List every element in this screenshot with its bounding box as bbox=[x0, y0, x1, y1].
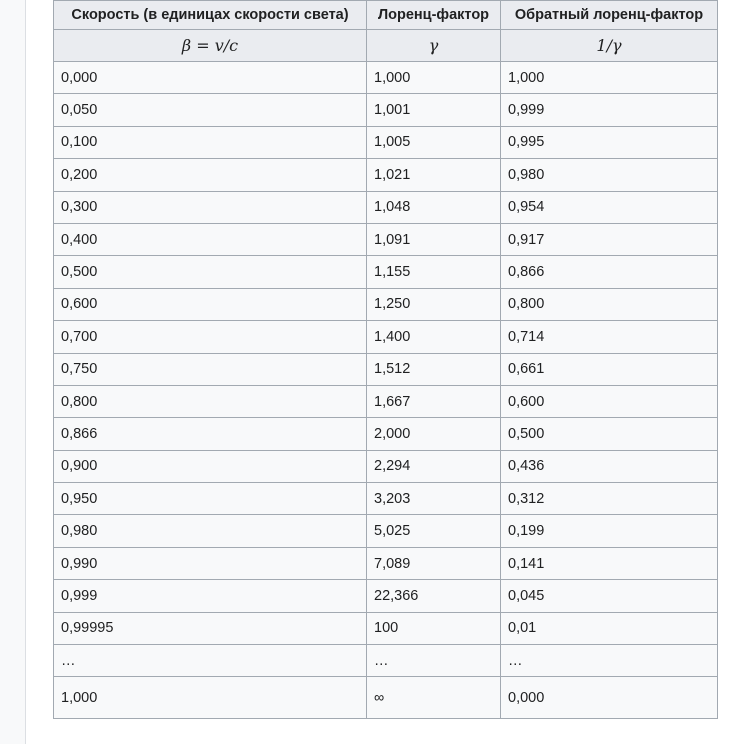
cell-lorentz-factor: 1,021 bbox=[367, 159, 501, 191]
table-row bbox=[54, 483, 718, 515]
cell-lorentz-factor: … bbox=[367, 645, 501, 677]
cell-inverse-lorentz-factor: 0,500 bbox=[501, 418, 718, 450]
table-row bbox=[54, 547, 718, 579]
cell-inverse-lorentz-factor: 0,995 bbox=[501, 126, 718, 158]
table-row bbox=[54, 94, 718, 126]
cell-lorentz-factor: 7,089 bbox=[367, 547, 501, 579]
table-row bbox=[54, 645, 718, 677]
cell-lorentz-factor: 22,366 bbox=[367, 580, 501, 612]
cell-inverse-lorentz-factor: 0,199 bbox=[501, 515, 718, 547]
table-row bbox=[54, 515, 718, 547]
cell-speed: 0,750 bbox=[54, 353, 367, 385]
cell-inverse-lorentz-factor: 1,000 bbox=[501, 62, 718, 94]
table-row bbox=[54, 126, 718, 158]
cell-inverse-lorentz-factor: 0,800 bbox=[501, 288, 718, 320]
table-row bbox=[54, 223, 718, 255]
table-row bbox=[54, 191, 718, 223]
cell-lorentz-factor: 2,000 bbox=[367, 418, 501, 450]
table-row bbox=[54, 256, 718, 288]
cell-inverse-lorentz-factor: 0,312 bbox=[501, 483, 718, 515]
cell-lorentz-factor: 2,294 bbox=[367, 450, 501, 482]
cell-speed: 0,999 bbox=[54, 580, 367, 612]
cell-inverse-lorentz-factor: 0,600 bbox=[501, 385, 718, 417]
table-row bbox=[54, 385, 718, 417]
cell-speed: 0,800 bbox=[54, 385, 367, 417]
cell-inverse-lorentz-factor: 0,999 bbox=[501, 94, 718, 126]
cell-lorentz-factor: 1,048 bbox=[367, 191, 501, 223]
cell-lorentz-factor: 1,091 bbox=[367, 223, 501, 255]
cell-inverse-lorentz-factor: 0,954 bbox=[501, 191, 718, 223]
cell-lorentz-factor: 5,025 bbox=[367, 515, 501, 547]
sidebar-strip bbox=[0, 0, 26, 744]
table-row bbox=[54, 580, 718, 612]
table-row bbox=[54, 677, 718, 719]
cell-inverse-lorentz-factor: 0,714 bbox=[501, 321, 718, 353]
cell-speed: 0,300 bbox=[54, 191, 367, 223]
header-row bbox=[54, 1, 718, 30]
cell-speed: 0,950 bbox=[54, 483, 367, 515]
table-row bbox=[54, 418, 718, 450]
cell-inverse-lorentz-factor: 0,045 bbox=[501, 580, 718, 612]
table-row bbox=[54, 288, 718, 320]
formula-gamma: γ bbox=[367, 30, 501, 62]
cell-lorentz-factor: 1,512 bbox=[367, 353, 501, 385]
table-row bbox=[54, 612, 718, 644]
cell-speed: 0,99995 bbox=[54, 612, 367, 644]
cell-speed: 0,200 bbox=[54, 159, 367, 191]
cell-speed: 1,000 bbox=[54, 677, 367, 719]
cell-speed: 0,990 bbox=[54, 547, 367, 579]
table-row bbox=[54, 450, 718, 482]
cell-speed: 0,866 bbox=[54, 418, 367, 450]
header-speed: Скорость (в единицах скорости света) bbox=[54, 1, 367, 30]
header-inverse-lorentz-factor: Обратный лоренц-фактор bbox=[501, 1, 718, 30]
cell-inverse-lorentz-factor: 0,980 bbox=[501, 159, 718, 191]
cell-speed: 0,700 bbox=[54, 321, 367, 353]
cell-speed: 0,100 bbox=[54, 126, 367, 158]
header-lorentz-factor: Лоренц-фактор bbox=[367, 1, 501, 30]
cell-speed: 0,050 bbox=[54, 94, 367, 126]
cell-speed: 0,980 bbox=[54, 515, 367, 547]
cell-lorentz-factor: 1,400 bbox=[367, 321, 501, 353]
cell-inverse-lorentz-factor: 0,917 bbox=[501, 223, 718, 255]
cell-lorentz-factor: 1,000 bbox=[367, 62, 501, 94]
cell-speed: 0,600 bbox=[54, 288, 367, 320]
formula-row bbox=[54, 30, 718, 62]
cell-lorentz-factor: 1,005 bbox=[367, 126, 501, 158]
cell-lorentz-factor: 1,667 bbox=[367, 385, 501, 417]
formula-beta: β = v/c bbox=[54, 30, 367, 62]
cell-lorentz-factor: 100 bbox=[367, 612, 501, 644]
cell-lorentz-factor: 1,001 bbox=[367, 94, 501, 126]
cell-speed: … bbox=[54, 645, 367, 677]
table-body bbox=[54, 62, 718, 719]
formula-inverse-gamma: 1/γ bbox=[501, 30, 718, 62]
cell-inverse-lorentz-factor: 0,436 bbox=[501, 450, 718, 482]
cell-inverse-lorentz-factor: 0,01 bbox=[501, 612, 718, 644]
cell-speed: 0,000 bbox=[54, 62, 367, 94]
cell-lorentz-factor: ∞ bbox=[367, 677, 501, 719]
cell-inverse-lorentz-factor: 0,661 bbox=[501, 353, 718, 385]
table-row bbox=[54, 353, 718, 385]
cell-lorentz-factor: 1,155 bbox=[367, 256, 501, 288]
cell-inverse-lorentz-factor: 0,141 bbox=[501, 547, 718, 579]
cell-speed: 0,500 bbox=[54, 256, 367, 288]
cell-speed: 0,400 bbox=[54, 223, 367, 255]
cell-lorentz-factor: 3,203 bbox=[367, 483, 501, 515]
cell-lorentz-factor: 1,250 bbox=[367, 288, 501, 320]
cell-speed: 0,900 bbox=[54, 450, 367, 482]
cell-inverse-lorentz-factor: … bbox=[501, 645, 718, 677]
cell-inverse-lorentz-factor: 0,000 bbox=[501, 677, 718, 719]
lorentz-factor-table bbox=[53, 0, 718, 719]
cell-inverse-lorentz-factor: 0,866 bbox=[501, 256, 718, 288]
table-row bbox=[54, 62, 718, 94]
table-row bbox=[54, 321, 718, 353]
table-row bbox=[54, 159, 718, 191]
